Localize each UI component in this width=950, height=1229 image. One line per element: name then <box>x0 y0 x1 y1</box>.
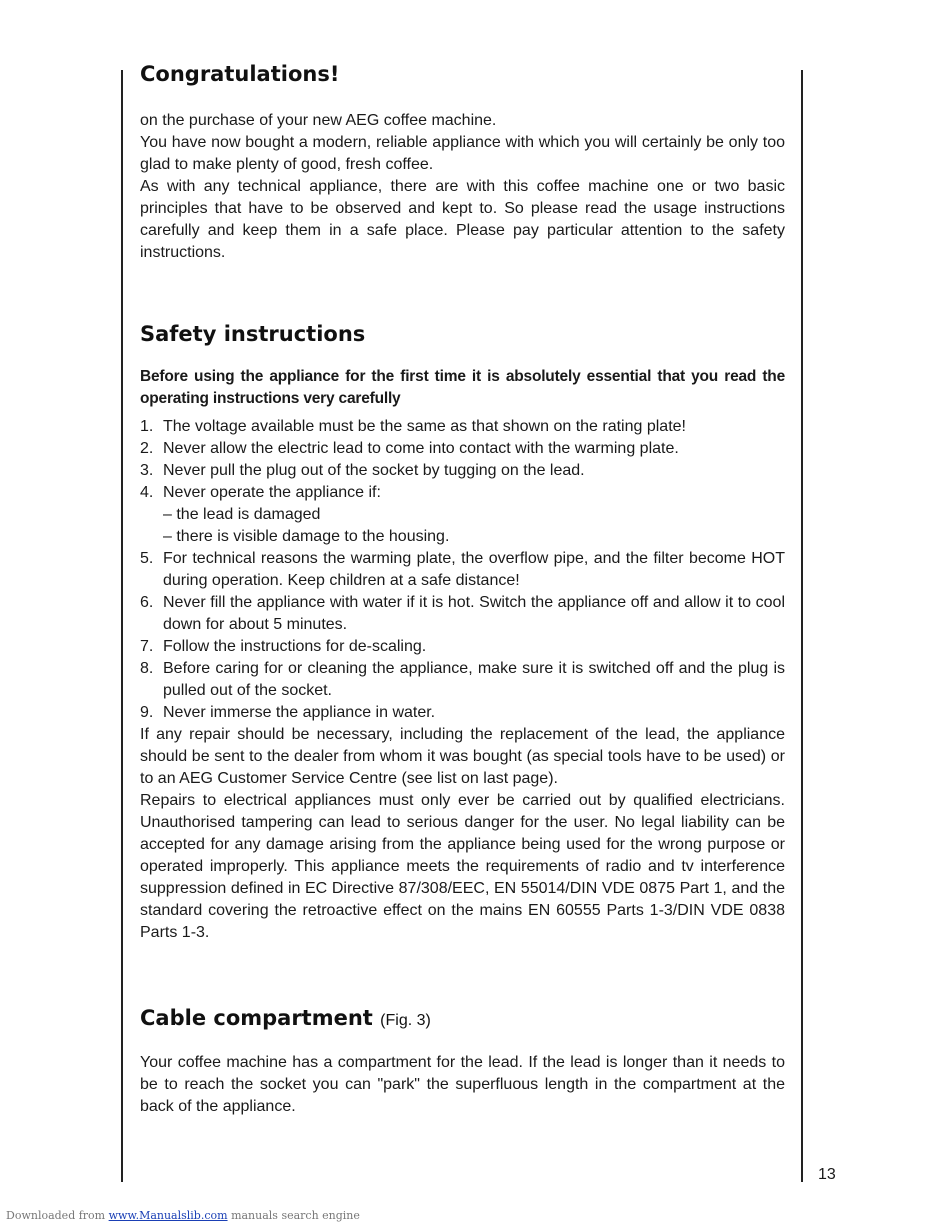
figure-reference: (Fig. 3) <box>380 1012 431 1029</box>
list-item: 4. Never operate the appliance if: – the lead is damaged – there is visible damage to the housing. <box>140 482 785 548</box>
list-item: 1. The voltage available must be the same as that shown on the rating plate! <box>140 418 686 435</box>
download-footer: Downloaded from www.Manualslib.com manuals search engine <box>6 1209 360 1222</box>
safety-heading: Safety instructions <box>140 322 366 346</box>
cable-paragraph: Your coffee machine has a compartment for the lead. If the lead is longer than it needs to be to reach the socket you can "park" the superfluous length in the compartment at the back of the appliance. <box>140 1054 785 1115</box>
sub-item: – the lead is damaged <box>163 506 321 523</box>
electrical-paragraph: Repairs to electrical appliances must only ever be carried out by qualified electricians. Unauthorised tampering can lead to serious danger for the user. No legal liability can be accepted for any damage arising from the appliance being used for the wrong purpose or operated improperly. This appliance meets the requirements of radio and tv interference suppression defined in EC Directive 87/308/EEC, EN 55014/DIN VDE 0875 Part 1, and the standard covering the retroactive effect on the mains EN 60555 Parts 1-3/DIN VDE 0838 Parts 1-3. <box>140 792 785 941</box>
page-content <box>140 62 785 1118</box>
list-item: 8. Before caring for or cleaning the appliance, make sure it is switched off and the plug is pulled out of the socket. <box>140 660 785 699</box>
safety-list <box>140 416 785 724</box>
list-item: 9. Never immerse the appliance in water. <box>140 704 436 721</box>
list-item: 5. For technical reasons the warming plate, the overflow pipe, and the filter become HOT during operation. Keep children at a safe distance! <box>140 550 785 589</box>
list-item: 3. Never pull the plug out of the socket by tugging on the lead. <box>140 462 585 479</box>
manualslib-link[interactable]: www.Manualslib.com <box>108 1209 228 1222</box>
intro-section <box>140 110 785 264</box>
repair-paragraph: If any repair should be necessary, including the replacement of the lead, the appliance should be sent to the dealer from whom it was bought (as special tools have to be used) or to an AEG Customer Service Centre (see list on last page). <box>140 726 785 787</box>
right-margin-rule <box>801 70 803 1182</box>
sub-item: – there is visible damage to the housing. <box>163 528 450 545</box>
intro-paragraph-3: As with any technical appliance, there are with this coffee machine one or two basic principles that have to be observed and kept to. So please read the usage instructions carefully and keep them in a safe place. Please pay particular attention to the safety instructions. <box>140 178 785 261</box>
safety-warning: Before using the appliance for the first time it is absolutely essential that you read the operating instructions very carefully <box>140 368 785 407</box>
cable-heading: Cable compartment (Fig. 3) <box>140 1006 431 1030</box>
list-item: 6. Never fill the appliance with water if it is hot. Switch the appliance off and allow it to cool down for about 5 minutes. <box>140 594 785 633</box>
congratulations-heading: Congratulations! <box>140 62 340 86</box>
intro-paragraph-1: on the purchase of your new AEG coffee machine. <box>140 112 497 129</box>
list-item: 2. Never allow the electric lead to come into contact with the warming plate. <box>140 440 679 457</box>
intro-paragraph-2: You have now bought a modern, reliable appliance with which you will certainly be only too glad to make plenty of good, fresh coffee. <box>140 134 785 173</box>
left-margin-rule <box>121 70 123 1182</box>
page-number: 13 <box>818 1166 836 1183</box>
list-item: 7. Follow the instructions for de-scaling. <box>140 638 427 655</box>
